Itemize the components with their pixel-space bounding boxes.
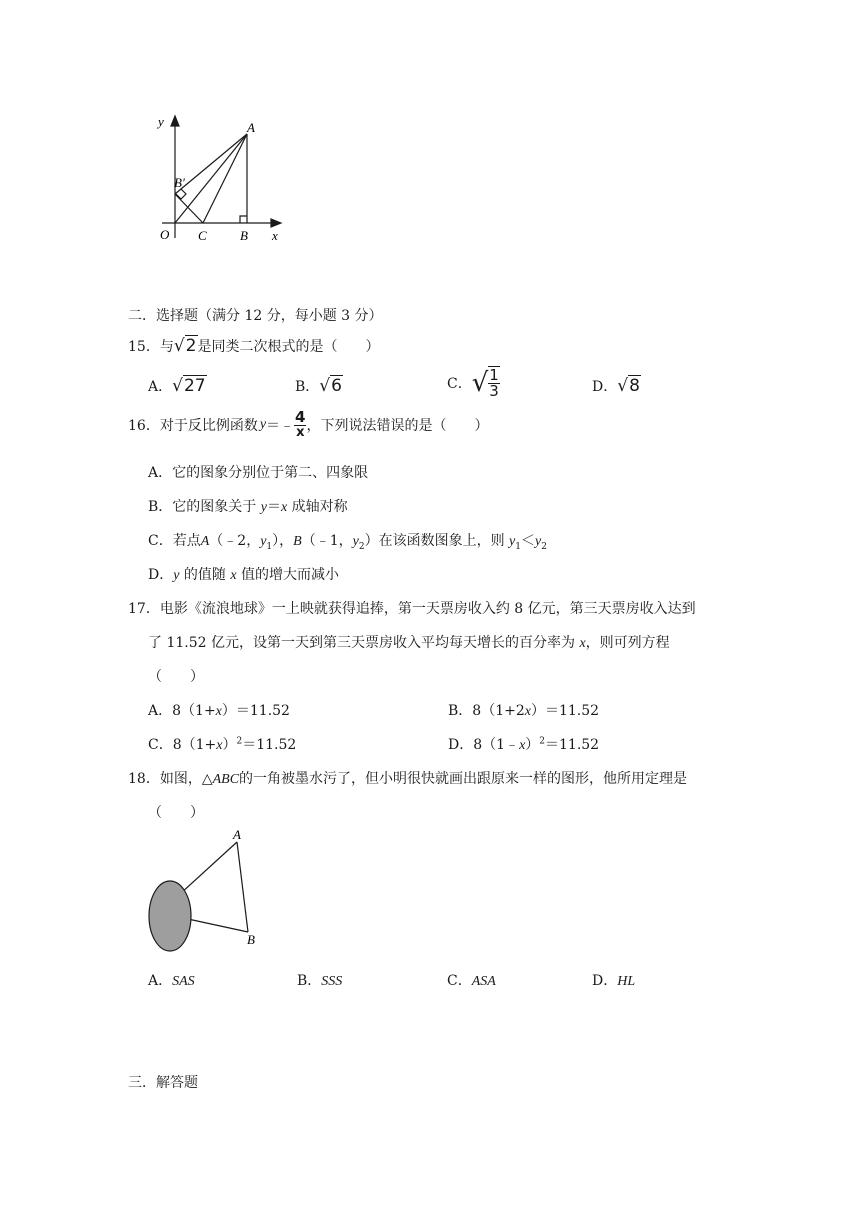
right-angle-mark-B-prime [176,189,186,199]
q15-sqrt-radicand: 2 [185,336,197,356]
segment-AB-prime [175,134,247,194]
q15-stem-pre: 与 [159,339,174,355]
option-radicand: 27 [183,376,206,396]
ink-blot [149,881,191,951]
q17-option-c [148,734,296,754]
section-3-title: 三．解答题 [128,1075,198,1091]
option-letter: D． [592,973,618,989]
superscript: 2 [539,736,546,747]
var-x: x [215,704,222,719]
var-x: x [519,738,526,753]
subscript: 2 [358,541,365,552]
option-letter: B． [297,973,322,989]
label-A: A [247,120,255,135]
triangle-name: ABC [212,772,240,787]
label-O: O [160,227,170,242]
subscript: 1 [515,541,521,552]
q16-option-b [148,496,348,516]
var-y2: y [535,534,542,549]
var-y: y [173,568,180,583]
option-text: 8（1+2 [472,703,525,719]
fraction-numerator: 1 [489,366,499,384]
point-B: B [293,534,302,549]
option-text: （﹣1， [301,533,353,549]
var-x: x [579,636,586,651]
q17-text: ，则可列方程 [585,635,670,651]
right-angle-mark-B [240,216,247,223]
segment-A-to-blot [180,842,237,894]
q16-stem-pre: 对于反比例函数 [159,417,258,434]
option-text: SAS [172,974,195,989]
option-text: 它的图象关于 [172,499,257,515]
option-text: 若点 [172,533,201,549]
sqrt-icon: √ [471,367,489,398]
option-letter: A． [148,465,173,481]
option-radicand: 8 [629,376,640,396]
option-fraction [488,366,500,399]
option-letter: B． [148,499,173,515]
q17-line-1: 17．电影《流浪地球》一上映就获得追捧，第一天票房收入约 8 亿元，第三天票房收入达到 [128,601,696,617]
q16-number: 16． [128,417,160,434]
q18-option-d [592,970,635,990]
q18-text: 的一角被墨水污了，但小明很快就画出跟原来一样的图形，他所用定理是 [239,771,688,787]
q17-line-3: （ ） [148,669,204,685]
q18-option-a [148,970,195,990]
label-C: C [198,228,207,243]
option-letter: D． [148,567,174,583]
var-x: x [280,500,288,515]
option-text: HL [617,974,636,989]
ink-blot-triangle-figure [140,826,280,956]
option-text: ＝11.52 [242,737,297,753]
label-x: x [272,228,278,243]
option-letter: B． [448,703,473,719]
q17-option-d [448,734,599,754]
q17-line-2 [148,632,670,652]
option-text: ）在该函数图象上，则 [364,533,505,549]
option-letter: A． [148,703,173,719]
segment-AB [237,842,248,932]
var-x: x [230,568,237,583]
label-A: A [233,827,241,842]
point-A: A [200,534,210,549]
option-text: ＝ [266,499,281,515]
q16-stem-post: ，下列说法错误的是（ ） [306,417,489,434]
fraction-numerator: 4 [295,408,306,426]
q16-fraction [294,410,306,439]
label-B-prime: B′ [174,175,185,190]
superscript: 2 [236,736,243,747]
option-letter: C． [447,375,472,392]
option-letter: D． [592,379,618,395]
option-letter: C． [447,973,472,989]
q16-option-d [148,564,339,584]
compare-op: ＜ [521,533,535,549]
q17-option-a [148,700,290,720]
q15-option-d [592,376,641,396]
var-y2: y [352,534,359,549]
option-letter: B． [295,379,320,395]
coordinate-figure [140,110,300,250]
fraction-denominator: x [296,425,305,440]
label-B: B [240,228,248,243]
q15-option-c [447,366,500,399]
option-text: ）＝11.52 [221,703,290,719]
option-text: 成轴对称 [291,499,348,515]
option-text: ） [525,737,540,753]
var-y1: y [509,534,516,549]
option-letter: C． [148,533,173,549]
option-text: ＝11.52 [545,737,600,753]
fraction-denominator: 3 [489,382,499,400]
q18-option-b [297,970,342,990]
option-letter: C． [148,737,173,753]
var-y: y [260,500,267,515]
var-x: x [216,738,223,753]
option-text: ） [222,737,237,753]
option-text: 8（1+ [172,703,216,719]
option-text: ）＝11.52 [530,703,600,719]
option-text: SSS [321,974,343,989]
q17-option-b [448,700,599,720]
option-text: 8（1﹣ [473,737,520,753]
question-15-stem [128,336,380,356]
sqrt-icon: √6 [319,376,342,396]
q18-line-2: （ ） [148,805,204,821]
section-2-title: 二．选择题（满分 12 分，每小题 3 分） [128,308,383,324]
subscript: 2 [541,541,547,552]
q15-option-a [148,376,207,396]
option-radicand: 6 [331,376,342,396]
option-text: 的值随 [183,567,226,583]
q15-option-b [295,376,343,396]
question-16-stem [128,410,488,439]
segment-B-to-blot [188,919,248,932]
option-text: 值的增大而减小 [241,567,340,583]
option-text: ASA [471,974,496,989]
option-text: ）， [272,533,294,549]
segment-AC [203,134,247,223]
q15-sqrt: √2 [173,336,197,356]
var-y1: y [260,534,267,549]
q18-text: 18．如图，△ [128,771,213,787]
label-B: B [247,932,255,947]
y-axis-arrow [171,116,179,126]
sqrt-icon: √8 [617,376,640,396]
q16-option-a [148,462,368,482]
label-y: y [158,114,164,129]
q16-option-c [148,530,547,552]
option-text: 它的图象分别位于第二、四象限 [172,465,369,481]
sqrt-icon: √27 [172,376,206,396]
option-letter: D． [448,737,474,753]
segment-AO [175,134,247,223]
var-x: x [524,704,531,719]
q16-var-y: y [259,416,267,432]
option-text: （﹣2， [209,533,261,549]
option-letter: A． [148,379,173,395]
q15-number: 15． [128,339,160,355]
q18-option-c [447,970,496,990]
q18-line-1 [128,768,687,788]
x-axis-arrow [271,219,281,227]
q17-text: 了 11.52 亿元，设第一天到第三天票房收入平均每天增长的百分率为 [148,635,575,651]
q16-eq: ＝﹣ [266,417,295,434]
option-text: 8（1+ [172,737,217,753]
q15-stem-post: 是同类二次根式的是（ ） [197,339,380,355]
option-letter: A． [148,973,173,989]
subscript: 1 [266,541,273,552]
